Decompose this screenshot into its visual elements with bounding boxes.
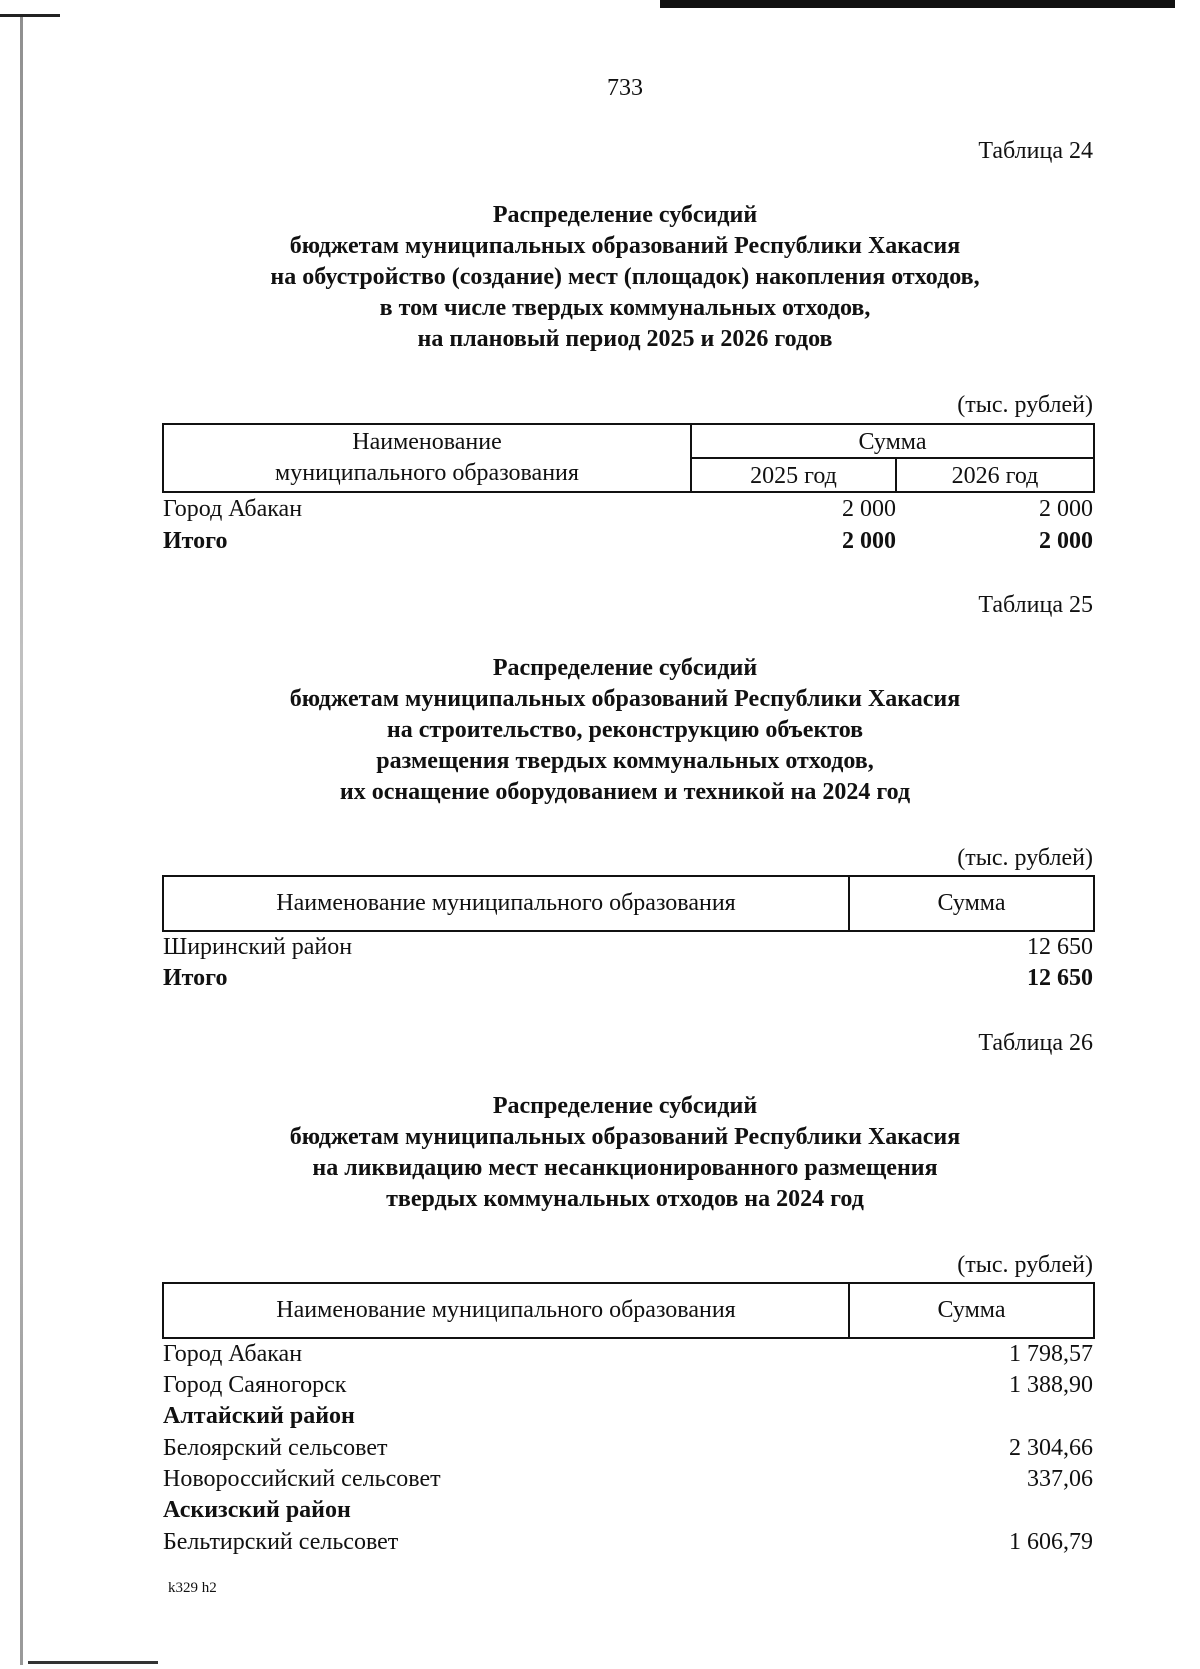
title-line: на строительство, реконструкцию объектов bbox=[386, 717, 864, 743]
table-row bbox=[163, 932, 1093, 962]
title-line: в том числе твердых коммунальных отходов, bbox=[379, 295, 871, 321]
row-value: 1 798,57 bbox=[1009, 1341, 1093, 1367]
header-sum-cell: Сумма bbox=[692, 425, 1093, 459]
row-value-2026: 2 000 bbox=[1039, 496, 1093, 522]
title-line: Распределение субсидий bbox=[492, 202, 758, 228]
row-value: 1 606,79 bbox=[1009, 1529, 1093, 1555]
table-row bbox=[163, 1464, 1093, 1494]
header-2025-cell: 2025 год bbox=[692, 459, 897, 491]
table-row-group bbox=[163, 1401, 1093, 1431]
title-line: на ликвидацию мест несанкционированного размещения bbox=[312, 1155, 938, 1181]
header-name-line2: муниципального образования bbox=[275, 460, 579, 486]
row-value: 1 388,90 bbox=[1009, 1372, 1093, 1398]
table24-title bbox=[0, 200, 1200, 355]
table-row bbox=[163, 494, 1093, 524]
scan-edge-bottom bbox=[28, 1661, 158, 1664]
table-row-group bbox=[163, 1495, 1093, 1525]
title-line: на плановый период 2025 и 2026 годов bbox=[417, 326, 833, 352]
table-row bbox=[163, 1527, 1093, 1557]
table25-title bbox=[0, 653, 1200, 808]
row-name: Город Абакан bbox=[163, 1341, 303, 1367]
row-name: Итого bbox=[163, 528, 228, 554]
title-line: бюджетам муниципальных образований Республики Хакасия bbox=[289, 1124, 961, 1150]
header-sum-cell: Сумма bbox=[937, 1297, 1006, 1323]
row-value: 337,06 bbox=[1027, 1466, 1093, 1492]
row-value-2026: 2 000 bbox=[1039, 528, 1093, 554]
row-value: 12 650 bbox=[1027, 965, 1093, 991]
scan-edge-top bbox=[660, 0, 1175, 8]
title-line: Распределение субсидий bbox=[492, 655, 758, 681]
title-line: твердых коммунальных отходов на 2024 год bbox=[386, 1186, 864, 1212]
footer-code: k329 h2 bbox=[168, 1580, 217, 1596]
title-line: размещения твердых коммунальных отходов, bbox=[376, 748, 874, 774]
table25-header bbox=[162, 875, 1095, 932]
table-row bbox=[163, 1370, 1093, 1400]
table-row-total bbox=[163, 963, 1093, 993]
table24-units: (тыс. рублей) bbox=[957, 392, 1093, 418]
table-row bbox=[163, 1339, 1093, 1369]
header-sum-cell: Сумма bbox=[937, 890, 1006, 916]
row-value-2025: 2 000 bbox=[842, 496, 896, 522]
row-name: Новороссийский сельсовет bbox=[163, 1466, 441, 1492]
row-name: Город Абакан bbox=[163, 496, 303, 522]
header-name-cell: Наименование муниципального образования bbox=[164, 1284, 850, 1337]
row-name: Белоярский сельсовет bbox=[163, 1435, 388, 1461]
row-value-2025: 2 000 bbox=[842, 528, 896, 554]
table26-label: Таблица 26 bbox=[978, 1030, 1093, 1056]
row-name: Бельтирский сельсовет bbox=[163, 1529, 399, 1555]
title-line: Распределение субсидий bbox=[492, 1093, 758, 1119]
row-name: Алтайский район bbox=[163, 1403, 355, 1429]
row-name: Итого bbox=[163, 965, 228, 991]
table26-title bbox=[0, 1091, 1200, 1215]
page-number: 733 bbox=[607, 75, 643, 101]
table-row-total bbox=[163, 526, 1093, 556]
row-value: 2 304,66 bbox=[1009, 1435, 1093, 1461]
header-name-cell: Наименование муниципального образования bbox=[164, 877, 850, 930]
title-line: их оснащение оборудованием и техникой на 2024 год bbox=[339, 779, 911, 805]
table25-units: (тыс. рублей) bbox=[957, 845, 1093, 871]
row-name: Аскизский район bbox=[163, 1497, 351, 1523]
row-value: 12 650 bbox=[1027, 934, 1093, 960]
header-name-cell bbox=[164, 425, 692, 491]
scan-edge-corner bbox=[0, 14, 60, 17]
title-line: бюджетам муниципальных образований Республики Хакасия bbox=[289, 233, 961, 259]
table24-header bbox=[162, 423, 1095, 493]
table26-units: (тыс. рублей) bbox=[957, 1252, 1093, 1278]
header-2026-cell: 2026 год bbox=[951, 463, 1039, 489]
table-row bbox=[163, 1433, 1093, 1463]
title-line: на обустройство (создание) мест (площадок) накопления отходов, bbox=[270, 264, 980, 290]
row-name: Ширинский район bbox=[163, 934, 353, 960]
title-line: бюджетам муниципальных образований Республики Хакасия bbox=[289, 686, 961, 712]
table24-label: Таблица 24 bbox=[978, 138, 1093, 164]
table26-header bbox=[162, 1282, 1095, 1339]
table25-label: Таблица 25 bbox=[978, 592, 1093, 618]
row-name: Город Саяногорск bbox=[163, 1372, 347, 1398]
header-name-line1: Наименование bbox=[352, 429, 502, 455]
